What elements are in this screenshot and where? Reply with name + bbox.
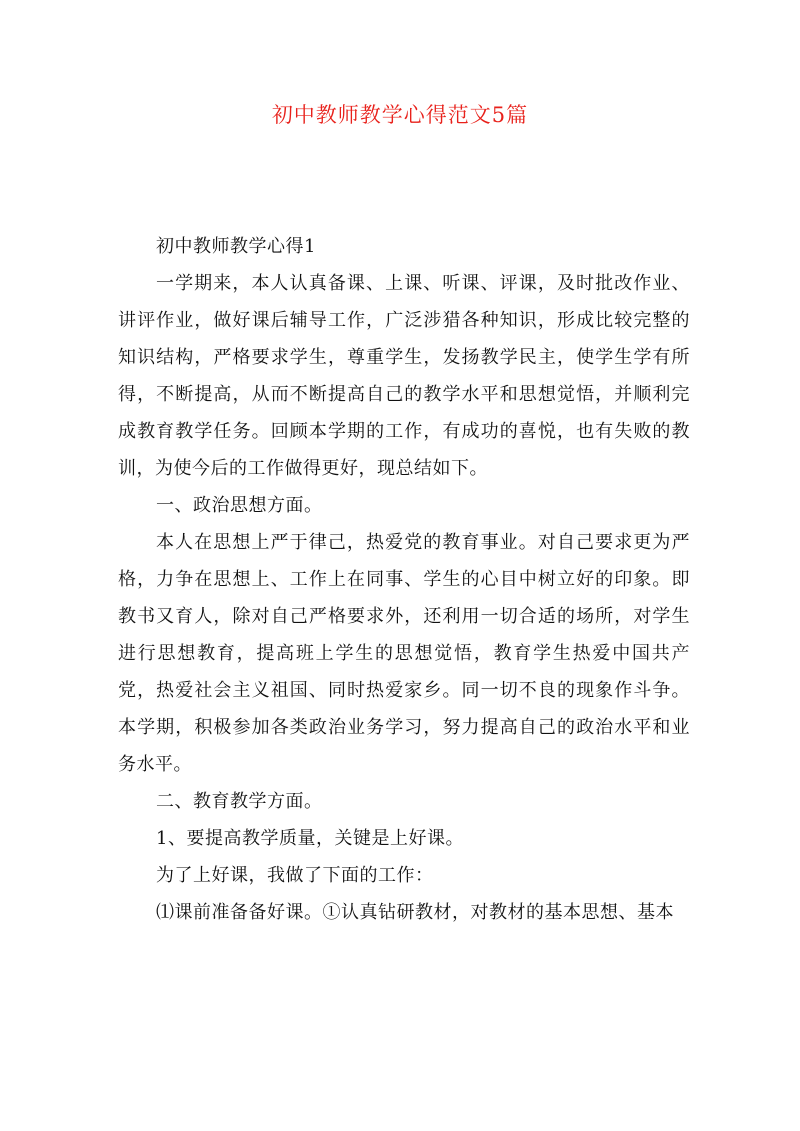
document-title: 初中教师教学心得范文5篇 — [271, 103, 529, 127]
document-body — [118, 228, 690, 931]
paragraph-prep: ⑴课前准备备好课。①认真钻研教材，对教材的基本思想、基本 — [156, 902, 674, 923]
paragraph-work-intro: 为了上好课，我做了下面的工作： — [156, 865, 434, 886]
section-heading-political: 一、政治思想方面。 — [156, 495, 323, 516]
paragraph-point-1: 1、要提高教学质量，关键是上好课。 — [156, 828, 464, 849]
section-heading-teaching: 二、教育教学方面。 — [156, 791, 323, 812]
section-heading-1: 初中教师教学心得1 — [156, 236, 316, 257]
paragraph-political: 本人在思想上严于律己，热爱党的教育事业。对自己要求更为严格，力争在思想上、工作上在同事、学生的心目中树立好的印象。即教书又育人，除对自己严格要求外，还利用一切合适的场所，对学生进行思想教育，提高班上学生的思想觉悟，教育学生热爱中国共产党，热爱社会主义祖国、同时热爱家乡。同一切不良的现象作斗争。本学期，积极参加各类政治业务学习，努力提高自己的政治水平和业务水平。 — [118, 532, 690, 775]
paragraph-intro: 一学期来，本人认真备课、上课、听课、评课，及时批改作业、讲评作业，做好课后辅导工作，广泛涉猎各种知识，形成比较完整的知识结构，严格要求学生，尊重学生，发扬教学民主，使学生学有所得，不断提高，从而不断提高自己的教学水平和思想觉悟，并顺利完成教育教学任务。回顾本学期的工作，有成功的喜悦，也有失败的教训，为使今后的工作做得更好，现总结如下。 — [118, 273, 690, 479]
